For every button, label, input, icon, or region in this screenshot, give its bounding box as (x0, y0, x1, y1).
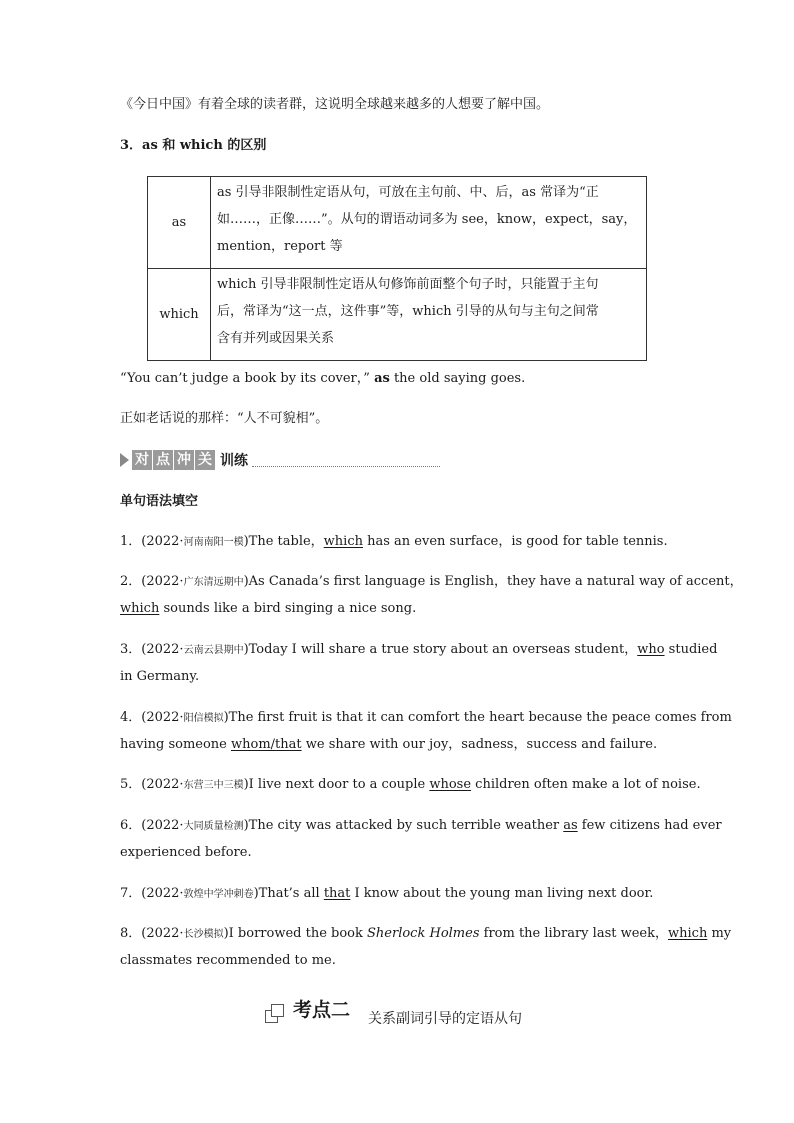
exercise-text: having someone (120, 737, 231, 752)
exercise-source: 云南云县期中 (183, 645, 244, 656)
dotted-divider (252, 454, 440, 467)
play-triangle-icon (120, 453, 129, 467)
exercise-text: studied (664, 642, 718, 657)
exercise-num: 2． (120, 574, 142, 589)
example-key: as (374, 371, 390, 386)
exercise-source: 河南南阳一模 (183, 537, 244, 548)
bar-box: 点 (153, 450, 173, 470)
exercise-num: 8． (120, 926, 142, 941)
exercise-year: (2022· (141, 534, 184, 549)
exercise-text: )Today I will share a true story about an overseas student， (243, 642, 638, 657)
exercise-text: )That’s all (253, 886, 324, 901)
exercise-num: 6． (120, 818, 142, 833)
exercise-year: (2022· (141, 926, 184, 941)
exercise-source: 大同质量检测 (183, 821, 244, 832)
exercise-4 (120, 704, 732, 732)
exercise-8-line2: classmates recommended to me. (120, 953, 336, 968)
exercise-text: from the library last week， (479, 926, 668, 941)
exercise-num: 5． (120, 777, 142, 792)
exercise-3 (120, 636, 718, 664)
exercise-year: (2022· (141, 642, 184, 657)
exercise-year: (2022· (141, 574, 184, 589)
exercise-text: we share with our joy，sadness，success and failure. (301, 737, 658, 752)
exercise-answer: which (120, 601, 160, 616)
exercise-text: )The table， (243, 534, 324, 549)
desc-line: 含有并列或因果关系 (217, 331, 335, 346)
table-desc-which (211, 269, 647, 361)
desc-line: 后，常译为“这一点，这件事”等，which 引导的从句与主句之间常 (217, 304, 599, 319)
exercise-answer: as (563, 818, 578, 833)
exercise-answer: which (668, 926, 708, 941)
exercise-text: children often make a lot of noise. (471, 777, 701, 792)
exercise-num: 1． (120, 534, 142, 549)
exercise-5 (120, 771, 701, 799)
exercise-text: )As Canada’s first language is English，they have a natural way of accent， (243, 574, 743, 589)
exercise-text: )The city was attacked by such terrible weather (243, 818, 564, 833)
kaodian-subtitle: 关系副词引导的定语从句 (368, 1011, 523, 1027)
exercise-num: 3． (120, 642, 142, 657)
exercise-text: )I borrowed the book (223, 926, 368, 941)
exercise-text: few citizens had ever (577, 818, 722, 833)
training-section-bar (120, 447, 440, 473)
bar-box: 冲 (174, 450, 194, 470)
bar-title: 训练 (220, 453, 248, 469)
exercise-answer: that (323, 886, 351, 901)
exercise-answer: whose (429, 777, 472, 792)
overlapping-squares-icon (265, 1004, 283, 1022)
kaodian-heading (265, 992, 523, 1027)
point3-heading: 3．as 和 which 的区别 (120, 138, 267, 153)
exercise-2-line2 (120, 595, 684, 622)
example-sentence (120, 365, 684, 392)
table-row (148, 269, 647, 361)
exercise-text: )I live next door to a couple (243, 777, 430, 792)
exercise-source: 敦煌中学冲刺卷 (183, 889, 254, 900)
exercise-year: (2022· (141, 818, 184, 833)
exercise-3-line2: in Germany. (120, 669, 200, 684)
desc-line: 如……，正像……”。从句的谓语动词多为 see，know，expect，say， (217, 212, 637, 227)
example-translation: 正如老话说的那样：“人不可貌相”。 (120, 411, 329, 426)
kaodian-title: 考点二 (293, 999, 351, 1021)
exercise-answer: who (637, 642, 665, 657)
exercise-source: 长沙模拟 (183, 929, 224, 940)
exercise-answer: whom/that (231, 737, 302, 752)
exercise-source: 东营三中三模 (183, 780, 244, 791)
desc-line: mention，report 等 (217, 239, 343, 254)
bar-box: 关 (195, 450, 215, 470)
exercise-answer: which (323, 534, 363, 549)
exercise-text: sounds like a bird singing a nice song. (159, 601, 417, 616)
intro-translation: 《今日中国》有着全球的读者群，这说明全球越来越多的人想要了解中国。 (120, 97, 550, 112)
exercise-year: (2022· (141, 710, 184, 725)
exercise-1 (120, 528, 684, 556)
table-word-as: as (148, 177, 211, 269)
exercise-6 (120, 812, 722, 840)
example-post: the old saying goes. (393, 371, 526, 386)
table-row (148, 177, 647, 269)
book-title: Sherlock Holmes (367, 926, 480, 941)
bar-box: 对 (132, 450, 152, 470)
exercise-num: 4． (120, 710, 142, 725)
exercise-7 (120, 880, 684, 908)
exercise-2 (120, 568, 743, 596)
as-which-table (147, 176, 647, 361)
desc-line: as 引导非限制性定语从句，可放在主句前、中、后，as 常译为“正 (217, 185, 599, 200)
exercise-source: 广东清远期中 (183, 577, 244, 588)
exercise-text: I know about the young man living next door. (350, 886, 654, 901)
desc-line: which 引导非限制性定语从句修饰前面整个句子时，只能置于主句 (217, 277, 599, 292)
exercise-4-line2 (120, 731, 684, 758)
exercise-num: 7． (120, 886, 142, 901)
exercise-6-line2: experienced before. (120, 845, 252, 860)
exercise-text: has an even surface，is good for table tennis. (362, 534, 668, 549)
exercise-title: 单句语法填空 (120, 494, 199, 509)
exercise-year: (2022· (141, 777, 184, 792)
table-word-which: which (148, 269, 211, 361)
exercise-8 (120, 920, 732, 948)
exercise-text: my (707, 926, 732, 941)
table-desc-as (211, 177, 647, 269)
exercise-source: 阳信模拟 (183, 713, 224, 724)
exercise-text: )The first fruit is that it can comfort the heart because the peace comes from (223, 710, 732, 725)
example-pre: “You can’t judge a book by its cover，” (120, 371, 370, 386)
exercise-year: (2022· (141, 886, 184, 901)
